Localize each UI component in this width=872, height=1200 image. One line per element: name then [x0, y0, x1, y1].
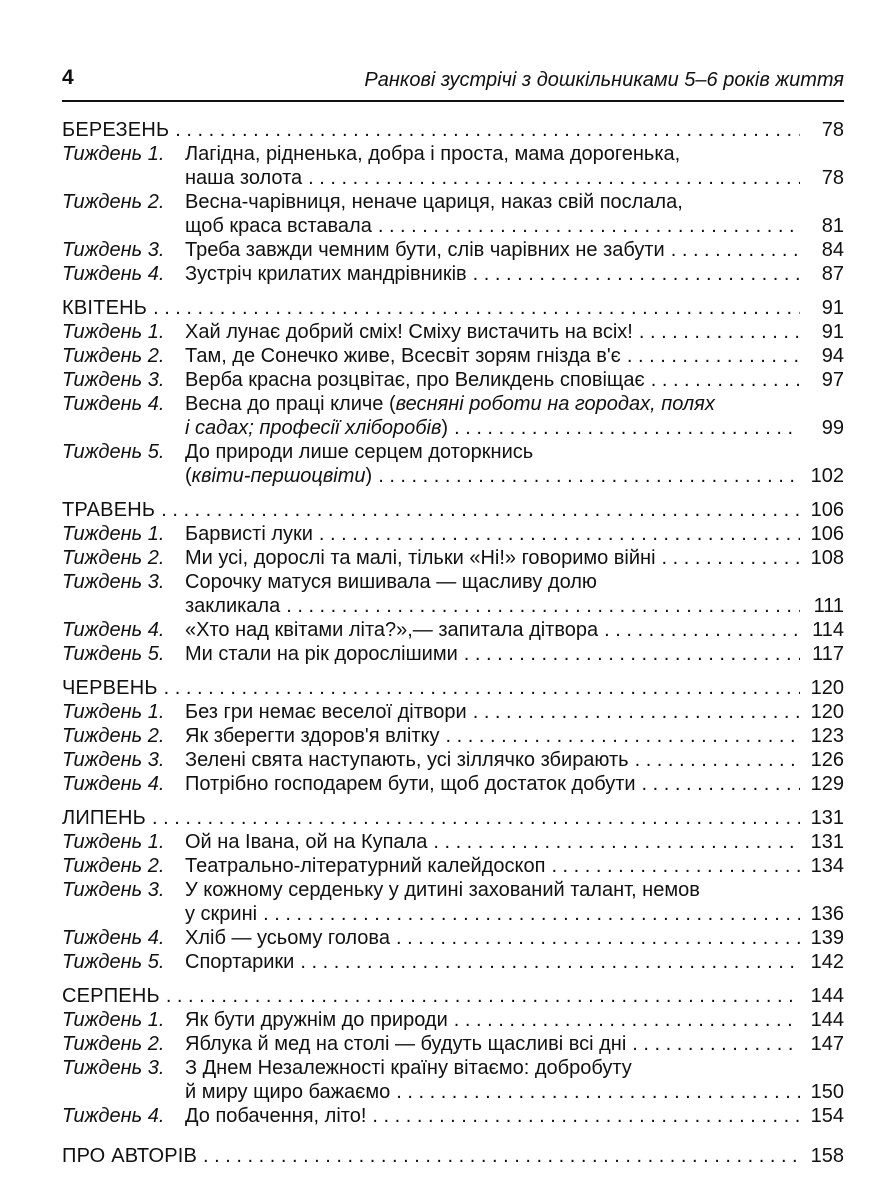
page-ref: 144 [810, 1009, 844, 1031]
toc-section-title[interactable]: ПРО АВТОРІВ . . . 158 [62, 1144, 844, 1168]
entry-title: Потрібно господарем бути, щоб достаток добути [185, 773, 636, 795]
entry-title: До побачення, літо! [185, 1105, 367, 1127]
toc-section-title[interactable]: БЕРЕЗЕНЬ . . . 78 [62, 118, 844, 142]
entry-title-cont: щоб краса вставала [185, 215, 372, 237]
entry-title: Там, де Сонечко живе, Всесвіт зорям гнізда в'є [185, 345, 621, 367]
entry-title: Ми усі, дорослі та малі, тільки «Ні!» говоримо війні [185, 547, 656, 569]
toc-section-august [62, 984, 844, 1128]
page-ref: 147 [810, 1033, 844, 1055]
page-ref: 131 [810, 807, 844, 829]
toc-entry[interactable] [62, 1032, 844, 1056]
toc-section-title[interactable]: КВІТЕНЬ . . . 91 [62, 296, 844, 320]
page-ref: 84 [821, 239, 844, 261]
page-ref: 120 [810, 701, 844, 723]
toc-entry[interactable] [62, 440, 844, 488]
toc-entry[interactable] [62, 368, 844, 392]
week-label: Тиждень 2. [62, 547, 165, 569]
week-label: Тиждень 3. [62, 239, 165, 261]
toc-entry[interactable] [62, 724, 844, 748]
page-header [62, 66, 844, 102]
entry-title: Зелені свята наступають, усі зіллячко збирають [185, 749, 629, 771]
page-ref: 106 [810, 523, 844, 545]
entry-title: Лагідна, рідненька, добра і проста, мама дорогенька, [185, 143, 681, 165]
week-label: Тиждень 5. [62, 441, 165, 463]
entry-title-cont: наша золота [185, 167, 303, 189]
entry-title: Без гри немає веселої дітвори [185, 701, 467, 723]
page-ref: 158 [810, 1145, 844, 1167]
entry-title: Яблука й мед на столі — будуть щасливі всі дні [185, 1033, 627, 1055]
week-label: Тиждень 2. [62, 855, 165, 877]
entry-title: Як зберегти здоров'я влітку [185, 725, 440, 747]
toc-entry[interactable] [62, 1056, 844, 1104]
page-ref: 97 [821, 369, 844, 391]
entry-title: Треба завжди чемним бути, слів чарівних не забути [185, 239, 665, 261]
toc-entry[interactable] [62, 392, 844, 440]
week-label: Тиждень 2. [62, 725, 165, 747]
toc-entry[interactable] [62, 546, 844, 570]
toc-entry[interactable] [62, 772, 844, 796]
toc-entry[interactable] [62, 748, 844, 772]
toc-entry[interactable] [62, 262, 844, 286]
entry-title: Як бути дружнім до природи [185, 1009, 448, 1031]
week-label: Тиждень 2. [62, 1033, 165, 1055]
toc-entry[interactable] [62, 618, 844, 642]
page-ref: 81 [821, 215, 844, 237]
entry-title-cont: закликала [185, 595, 281, 617]
entry-title: «Хто над квітами літа?»,— запитала дітвора [185, 619, 599, 641]
toc-entry[interactable] [62, 344, 844, 368]
week-label: Тиждень 4. [62, 927, 165, 949]
week-label: Тиждень 1. [62, 143, 165, 165]
toc-entry[interactable] [62, 522, 844, 546]
entry-title-cont: (квіти-першоцвіти) [185, 465, 373, 487]
entry-title: З Днем Незалежності країну вітаємо: добробуту [185, 1057, 632, 1079]
page-ref: 78 [821, 119, 844, 141]
page-ref: 142 [810, 951, 844, 973]
entry-title: Сорочку матуся вишивала — щасливу долю [185, 571, 597, 593]
page-ref: 87 [821, 263, 844, 285]
running-title: Ранкові зустрічі з дошкільниками 5–6 років життя [364, 69, 844, 91]
entry-title: Барвисті луки [185, 523, 313, 545]
page-ref: 91 [821, 297, 844, 319]
page-ref: 106 [810, 499, 844, 521]
toc-entry[interactable] [62, 570, 844, 618]
page-ref: 78 [821, 167, 844, 189]
page-ref: 139 [810, 927, 844, 949]
week-label: Тиждень 4. [62, 773, 165, 795]
entry-title-cont: і садах; професії хліборобів) [185, 417, 449, 439]
toc-entry[interactable] [62, 878, 844, 926]
week-label: Тиждень 3. [62, 879, 165, 901]
toc-entry[interactable] [62, 1104, 844, 1128]
week-label: Тиждень 4. [62, 619, 165, 641]
page-ref: 102 [810, 465, 844, 487]
entry-title: Театрально-літературний калейдоскоп [185, 855, 546, 877]
toc-entry[interactable] [62, 238, 844, 262]
page-ref: 111 [813, 595, 844, 617]
entry-title: Спортарики [185, 951, 295, 973]
toc-entry[interactable] [62, 142, 844, 190]
entry-title: Верба красна розцвітає, про Великдень сповіщає [185, 369, 645, 391]
table-of-contents [62, 118, 844, 1178]
week-label: Тиждень 4. [62, 393, 165, 415]
week-label: Тиждень 2. [62, 345, 165, 367]
week-label: Тиждень 3. [62, 571, 165, 593]
page-ref: 134 [810, 855, 844, 877]
toc-entry[interactable] [62, 642, 844, 666]
entry-title-cont: у скрині [185, 903, 258, 925]
week-label: Тиждень 4. [62, 263, 165, 285]
entry-title: До природи лише серцем доторкнись [185, 441, 534, 463]
page-ref: 150 [810, 1081, 844, 1103]
week-label: Тиждень 5. [62, 643, 165, 665]
page-ref: 131 [810, 831, 844, 853]
page-ref: 144 [810, 985, 844, 1007]
leader-dots [175, 118, 800, 142]
toc-section-title[interactable]: ТРАВЕНЬ . . . 106 [62, 498, 844, 522]
toc-section-july [62, 806, 844, 974]
toc-entry[interactable] [62, 830, 844, 854]
entry-title-cont: й миру щиро бажаємо [185, 1081, 391, 1103]
page-ref: 154 [810, 1105, 844, 1127]
entry-title: Хай лунає добрий сміх! Сміху вистачить на всіх! [185, 321, 633, 343]
week-label: Тиждень 3. [62, 1057, 165, 1079]
toc-entry[interactable] [62, 854, 844, 878]
page-ref: 126 [810, 749, 844, 771]
page-ref: 117 [812, 643, 844, 665]
entry-title: Весна до праці кличе (весняні роботи на городах, полях [185, 393, 715, 415]
week-label: Тиждень 1. [62, 1009, 165, 1031]
week-label: Тиждень 3. [62, 369, 165, 391]
page-ref: 108 [810, 547, 844, 569]
toc-entry[interactable] [62, 950, 844, 974]
week-label: Тиждень 1. [62, 523, 165, 545]
page-ref: 120 [810, 677, 844, 699]
toc-entry[interactable] [62, 320, 844, 344]
toc-section-march [62, 118, 844, 286]
toc-section-title[interactable]: ЧЕРВЕНЬ . . . 120 [62, 676, 844, 700]
week-label: Тиждень 3. [62, 749, 165, 771]
page-ref: 114 [812, 619, 844, 641]
entry-title: Весна-чарівниця, неначе цариця, наказ свій послала, [185, 191, 683, 213]
entry-title: У кожному серденьку у дитині захований талант, немов [185, 879, 700, 901]
page-ref: 91 [821, 321, 844, 343]
toc-section-april [62, 296, 844, 488]
page-ref: 99 [821, 417, 844, 439]
week-label: Тиждень 1. [62, 321, 165, 343]
week-label: Тиждень 2. [62, 191, 165, 213]
toc-section-may [62, 498, 844, 666]
toc-entry[interactable] [62, 926, 844, 950]
toc-section-june [62, 676, 844, 796]
toc-section-about [62, 1144, 844, 1168]
entry-title: Ой на Івана, ой на Купала [185, 831, 428, 853]
toc-entry[interactable] [62, 700, 844, 724]
page-number: 4 [62, 66, 74, 89]
entry-title: Зустріч крилатих мандрівників [185, 263, 467, 285]
page-ref: 136 [810, 903, 844, 925]
week-label: Тиждень 1. [62, 701, 165, 723]
week-label: Тиждень 4. [62, 1105, 165, 1127]
page-ref: 129 [810, 773, 844, 795]
page-ref: 123 [810, 725, 844, 747]
week-label: Тиждень 5. [62, 951, 165, 973]
toc-section-title[interactable]: СЕРПЕНЬ . . . 144 [62, 984, 844, 1008]
toc-entry[interactable] [62, 1008, 844, 1032]
toc-entry[interactable] [62, 190, 844, 238]
week-label: Тиждень 1. [62, 831, 165, 853]
entry-title: Ми стали на рік дорослішими [185, 643, 458, 665]
toc-section-title[interactable]: ЛИПЕНЬ . . . 131 [62, 806, 844, 830]
entry-title: Хліб — усьому голова [185, 927, 390, 949]
page-ref: 94 [821, 345, 844, 367]
